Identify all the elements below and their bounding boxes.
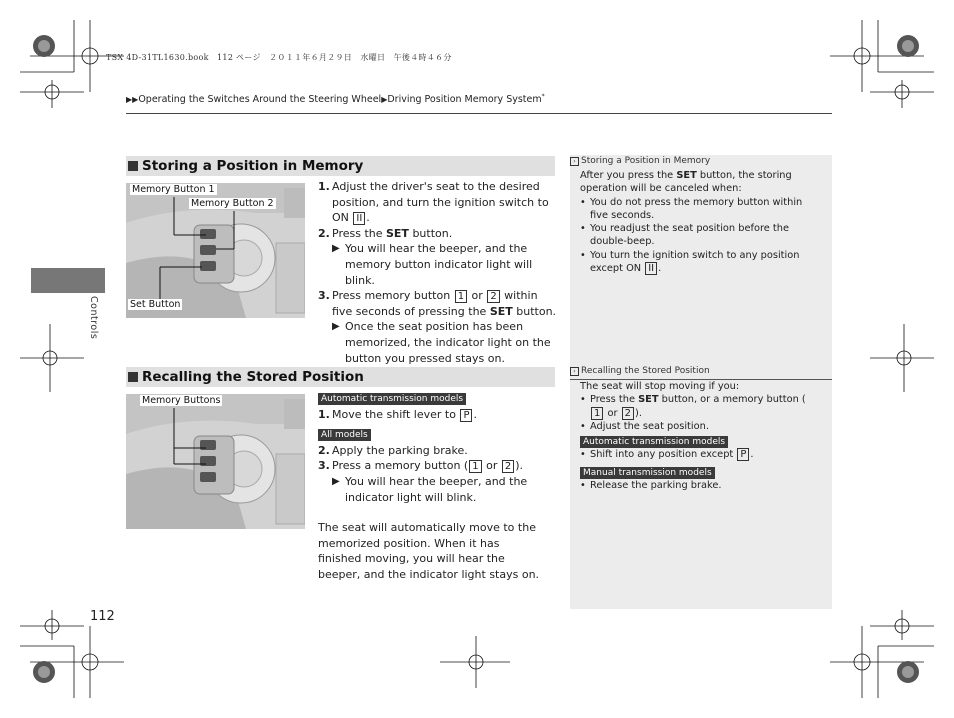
illustration-memory-buttons-recall [126,394,305,529]
list-item: • Release the parking brake. [580,479,816,492]
badge-automatic: Automatic transmission models [318,393,466,405]
step-3-result: ▶ You will hear the beeper, and the indicator light will blink. [332,474,528,504]
ignition-key-icon: II [353,212,365,225]
label-memory-button-2: Memory Button 2 [191,198,274,209]
square-bullet-icon [128,161,138,171]
badge-manual: Manual transmission models [580,467,715,479]
arrow-right-icon: ▶ [332,475,340,487]
step-2-result: ▶ You will hear the beeper, and the memory button indicator light will blink. [332,242,533,287]
chapter-tab [31,268,105,293]
list-item: • Press the SET button, or a memory button (1 or 2 ). [580,393,816,420]
recall-paragraph: The seat will automatically move to the memorized position. When it has finished moving, you will hear the beeper, and the indicator light stays on. [318,521,540,581]
label-set-button: Set Button [130,299,181,310]
storing-steps [318,179,558,366]
step-3-result: ▶ Once the seat position has been memorized, the indicator light on the button you pressed stays on. [332,320,551,365]
badge-automatic: Automatic transmission models [580,436,728,448]
note-marker-icon: › [570,367,579,376]
step-2: 2. Apply the parking brake. [318,443,468,457]
breadcrumb-section[interactable]: Operating the Switches Around the Steering Wheel [138,94,382,106]
arrow-right-icon: ▶ [332,321,340,333]
print-header: TSX 4D-31TL1630.book 112 ページ ２０１１年６月２９日 水曜日 午後４時４６分 [106,53,452,62]
step-3: 3. Press memory button 1 or 2 within five seconds of pressing the SET button. [318,289,557,318]
step-1: 1. Move the shift lever to P . [318,407,477,421]
list-item: • Shift into any position except P . [580,448,816,461]
section-title: Recalling the Stored Position [142,369,364,385]
note-recalling: › Recalling the Stored Position The seat will stop moving if you: • Press the SET button, or a memory button (1 or 2 ). • Adjust the seat position. Automatic transmission models • Shift into any position except P . Manual transmission models • Release the parking brake. [570,366,832,492]
section-heading-storing [126,156,555,176]
chevron-right-icon: ▶ [381,95,388,105]
page-number: 112 [90,609,115,624]
list-item: • You do not press the memory button within five seconds. [580,196,816,223]
list-item: • You readjust the seat position before the double-beep. [580,222,816,249]
step-3: 3. Press a memory button ( 1 or 2 ). [318,459,524,473]
footnote-mark: * [541,93,545,100]
recalling-steps [318,390,558,583]
breadcrumb-page[interactable]: Driving Position Memory System [387,94,542,106]
square-bullet-icon [128,372,138,382]
label-memory-button-1: Memory Button 1 [132,184,215,195]
illustration-memory-buttons [126,183,305,318]
breadcrumb [126,93,545,105]
list-item: • Adjust the seat position. [580,420,816,433]
section-title: Storing a Position in Memory [142,158,364,174]
note-storing: › Storing a Position in Memory After you press the SET button, the storing operation will be canceled when: • You do not press the memory button within five seconds. • You readjust the seat position before the double-beep. • You turn the ignition switch to any position except ON II . [570,156,832,275]
step-2: 2. Press the SET button. [318,226,453,240]
step-1: 1. Adjust the driver's seat to the desired position, and turn the ignition switch to ON II . [318,180,549,225]
seat-door-illustration [126,394,305,529]
note-marker-icon: › [570,157,579,166]
park-key-icon: P [460,409,472,422]
section-heading-recalling [126,367,555,387]
chevron-right-icon: ▶▶ [126,95,139,105]
chapter-label: Controls [88,296,99,340]
header-rule [126,113,832,114]
arrow-right-icon: ▶ [332,243,340,255]
list-item: • You turn the ignition switch to any position except ON II . [580,249,816,276]
badge-all-models: All models [318,429,371,441]
label-memory-buttons: Memory Buttons [142,395,221,406]
